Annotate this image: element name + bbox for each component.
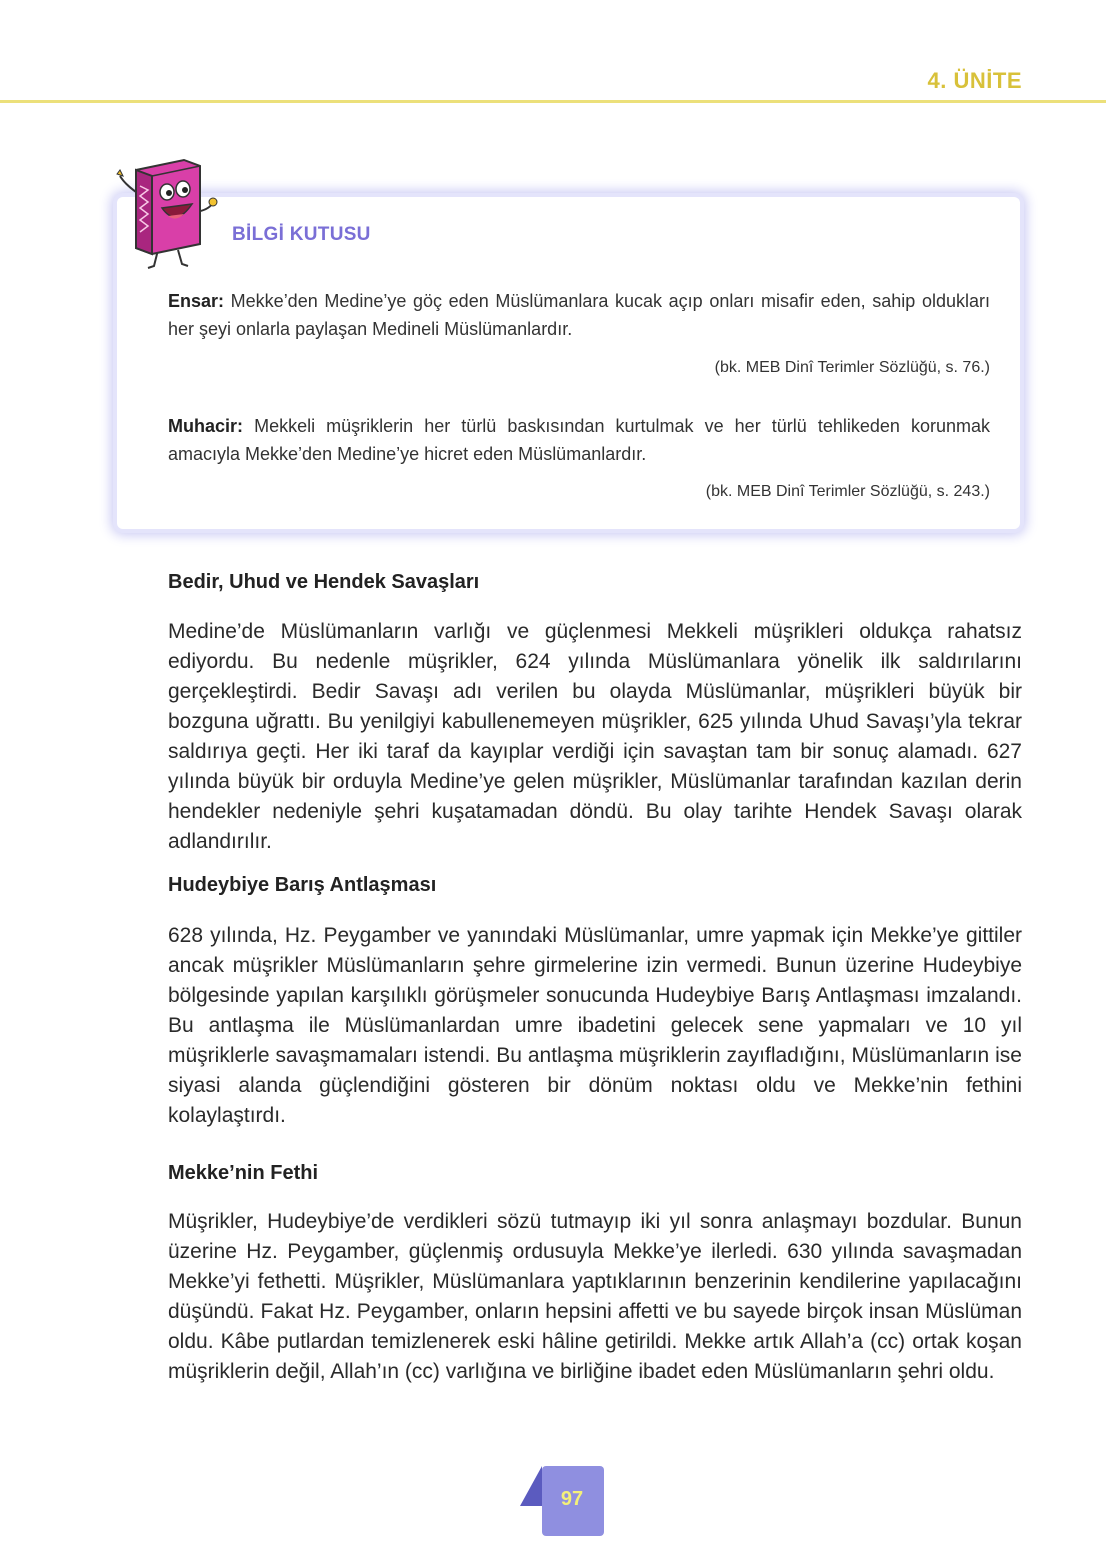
book-mascot-icon (112, 156, 222, 271)
section-text-mekke: Müşrikler, Hudeybiye’de verdikleri sözü tutmayıp iki yıl sonra anlaşmayı bozdular. Bunun üzerine Hz. Peygamber, güçlenmiş ordusuyla Mekke’ye ilerledi. 630 yılında savaşmadan Mekke’yi fethetti. Müşrikler, Müslümanlara yaptıklarının benzerinin kendilerine yapılacağını düşündü. Fakat Hz. Peygamber, onların hepsini affetti ve bu sayede birçok insan Müslüman oldu. Kâbe putlardan temizlenerek eski hâline getirildi. Mekke artık Allah’a (cc) ortak koşan müşriklerin değil, Allah’ın (cc) varlığına ve birliğine ibadet eden Müslümanların şehri oldu. (168, 1210, 1022, 1383)
section-text-bedir: Medine’de Müslümanların varlığı ve güçlenmesi Mekkeli müşrikleri oldukça rahatsız ediyordu. Bu nedenle müşrikler, 624 yılında Müslümanlara yönelik ilk saldırılarını gerçekleştirdi. Bedir Savaşı adı verilen bu olayda Müslümanlar, müşrikleri büyük bir bozguna uğrattı. Bu yenilgiyi kabullenemeyen müşrikler, 625 yılında Uhud Savaşı’yla tekrar saldırıya geçti. Her iki taraf da kayıplar verdiği için savaştan tam bir sonuç alamadı. 627 yılında büyük bir orduyla Medine’ye gelen müşrikler, Müslümanlar tarafından kazılan derin hendekler nedeniyle şehri kuşatamadan döndü. Bu olay tarihte Hendek Savaşı olarak adlandırılır. (168, 620, 1022, 853)
source-muhacir: (bk. MEB Dinî Terimler Sözlüğü, s. 243.) (705, 483, 990, 500)
unit-divider (0, 100, 1106, 103)
page-number: 97 (560, 1488, 584, 1510)
section-heading-bedir: Bedir, Uhud ve Hendek Savaşları (168, 571, 480, 593)
definition-ensar-text: Mekke’den Medine’ye göç eden Müslümanlara kucak açıp onları misafir eden, sahip oldukları her şeyi onlarla paylaşan Medineli Müslümanlardır. (168, 291, 990, 339)
section-text-hudeybiye: 628 yılında, Hz. Peygamber ve yanındaki Müslümanlar, umre yapmak için Mekke’ye gittiler ancak müşrikler Müslümanların şehre girmelerine izin vermedi. Bunun üzerine Hudeybiye bölgesinde yapılan karşılıklı görüşmeler sonucunda Hudeybiye Barış Antlaşması imzalandı. Bu antlaşma ile Müslümanlardan umre ibadetini gelecek sene yapmaları ve 10 yıl müşriklerle savaşmamaları istendi. Bu antlaşma müşriklerin zayıfladığını, Müslümanların ise siyasi alanda güçlendiğini gösteren bir dönüm noktası oldu ve Mekke’nin fethini kolaylaştırdı. (168, 924, 1022, 1127)
section-heading-mekke: Mekke’nin Fethi (168, 1162, 319, 1184)
definition-muhacir-text: Mekkeli müşriklerin her türlü baskısından kurtulmak ve her türlü tehlikeden korunmak amacıyla Mekke’den Medine’ye hicret eden Müslümanlardır. (168, 416, 990, 464)
unit-label: 4. ÜNİTE (927, 68, 1022, 93)
term-ensar: Ensar: (168, 291, 225, 311)
info-box-title: BİLGİ KUTUSU (232, 224, 371, 245)
definition-ensar (168, 287, 990, 343)
term-muhacir: Muhacir: (168, 416, 244, 436)
section-heading-hudeybiye: Hudeybiye Barış Antlaşması (168, 874, 437, 896)
source-ensar: (bk. MEB Dinî Terimler Sözlüğü, s. 76.) (714, 359, 990, 376)
definition-muhacir (168, 412, 990, 468)
